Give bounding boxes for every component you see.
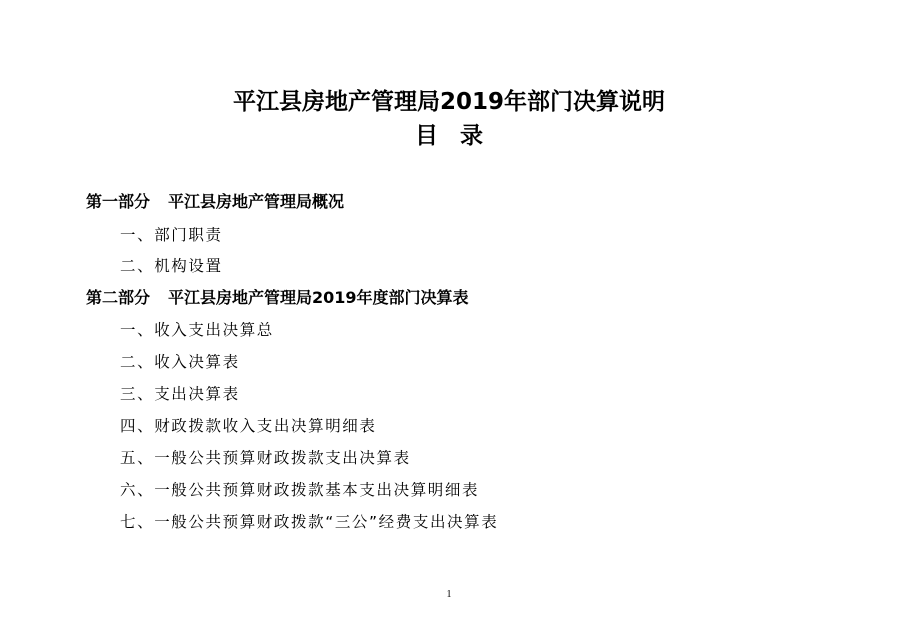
toc-part-2 xyxy=(86,288,469,308)
toc-part-2-label: 第二部分 xyxy=(86,288,151,307)
toc-item: 七、一般公共预算财政拨款“三公”经费支出决算表 xyxy=(120,513,499,531)
toc-item: 一、部门职责 xyxy=(120,226,223,244)
toc-item: 六、一般公共预算财政拨款基本支出决算明细表 xyxy=(120,481,480,499)
toc-heading-left: 目 xyxy=(415,123,438,149)
toc-item: 一、收入支出决算总 xyxy=(120,321,274,339)
page-number: 1 xyxy=(446,589,452,600)
toc-part-1-title: 平江县房地产管理局概况 xyxy=(168,192,345,211)
document-title: 平江县房地产管理局2019年部门决算说明 xyxy=(232,89,665,115)
toc-item: 四、财政拨款收入支出决算明细表 xyxy=(120,417,377,435)
toc-item: 二、机构设置 xyxy=(120,257,223,275)
toc-part-1 xyxy=(86,192,344,212)
toc-item: 五、一般公共预算财政拨款支出决算表 xyxy=(120,449,411,467)
toc-item: 三、支出决算表 xyxy=(120,385,240,403)
toc-part-1-label: 第一部分 xyxy=(86,192,151,211)
toc-item: 二、收入决算表 xyxy=(120,353,240,371)
toc-heading-right: 录 xyxy=(460,123,483,149)
toc-part-2-title: 平江县房地产管理局2019年度部门决算表 xyxy=(168,288,469,307)
